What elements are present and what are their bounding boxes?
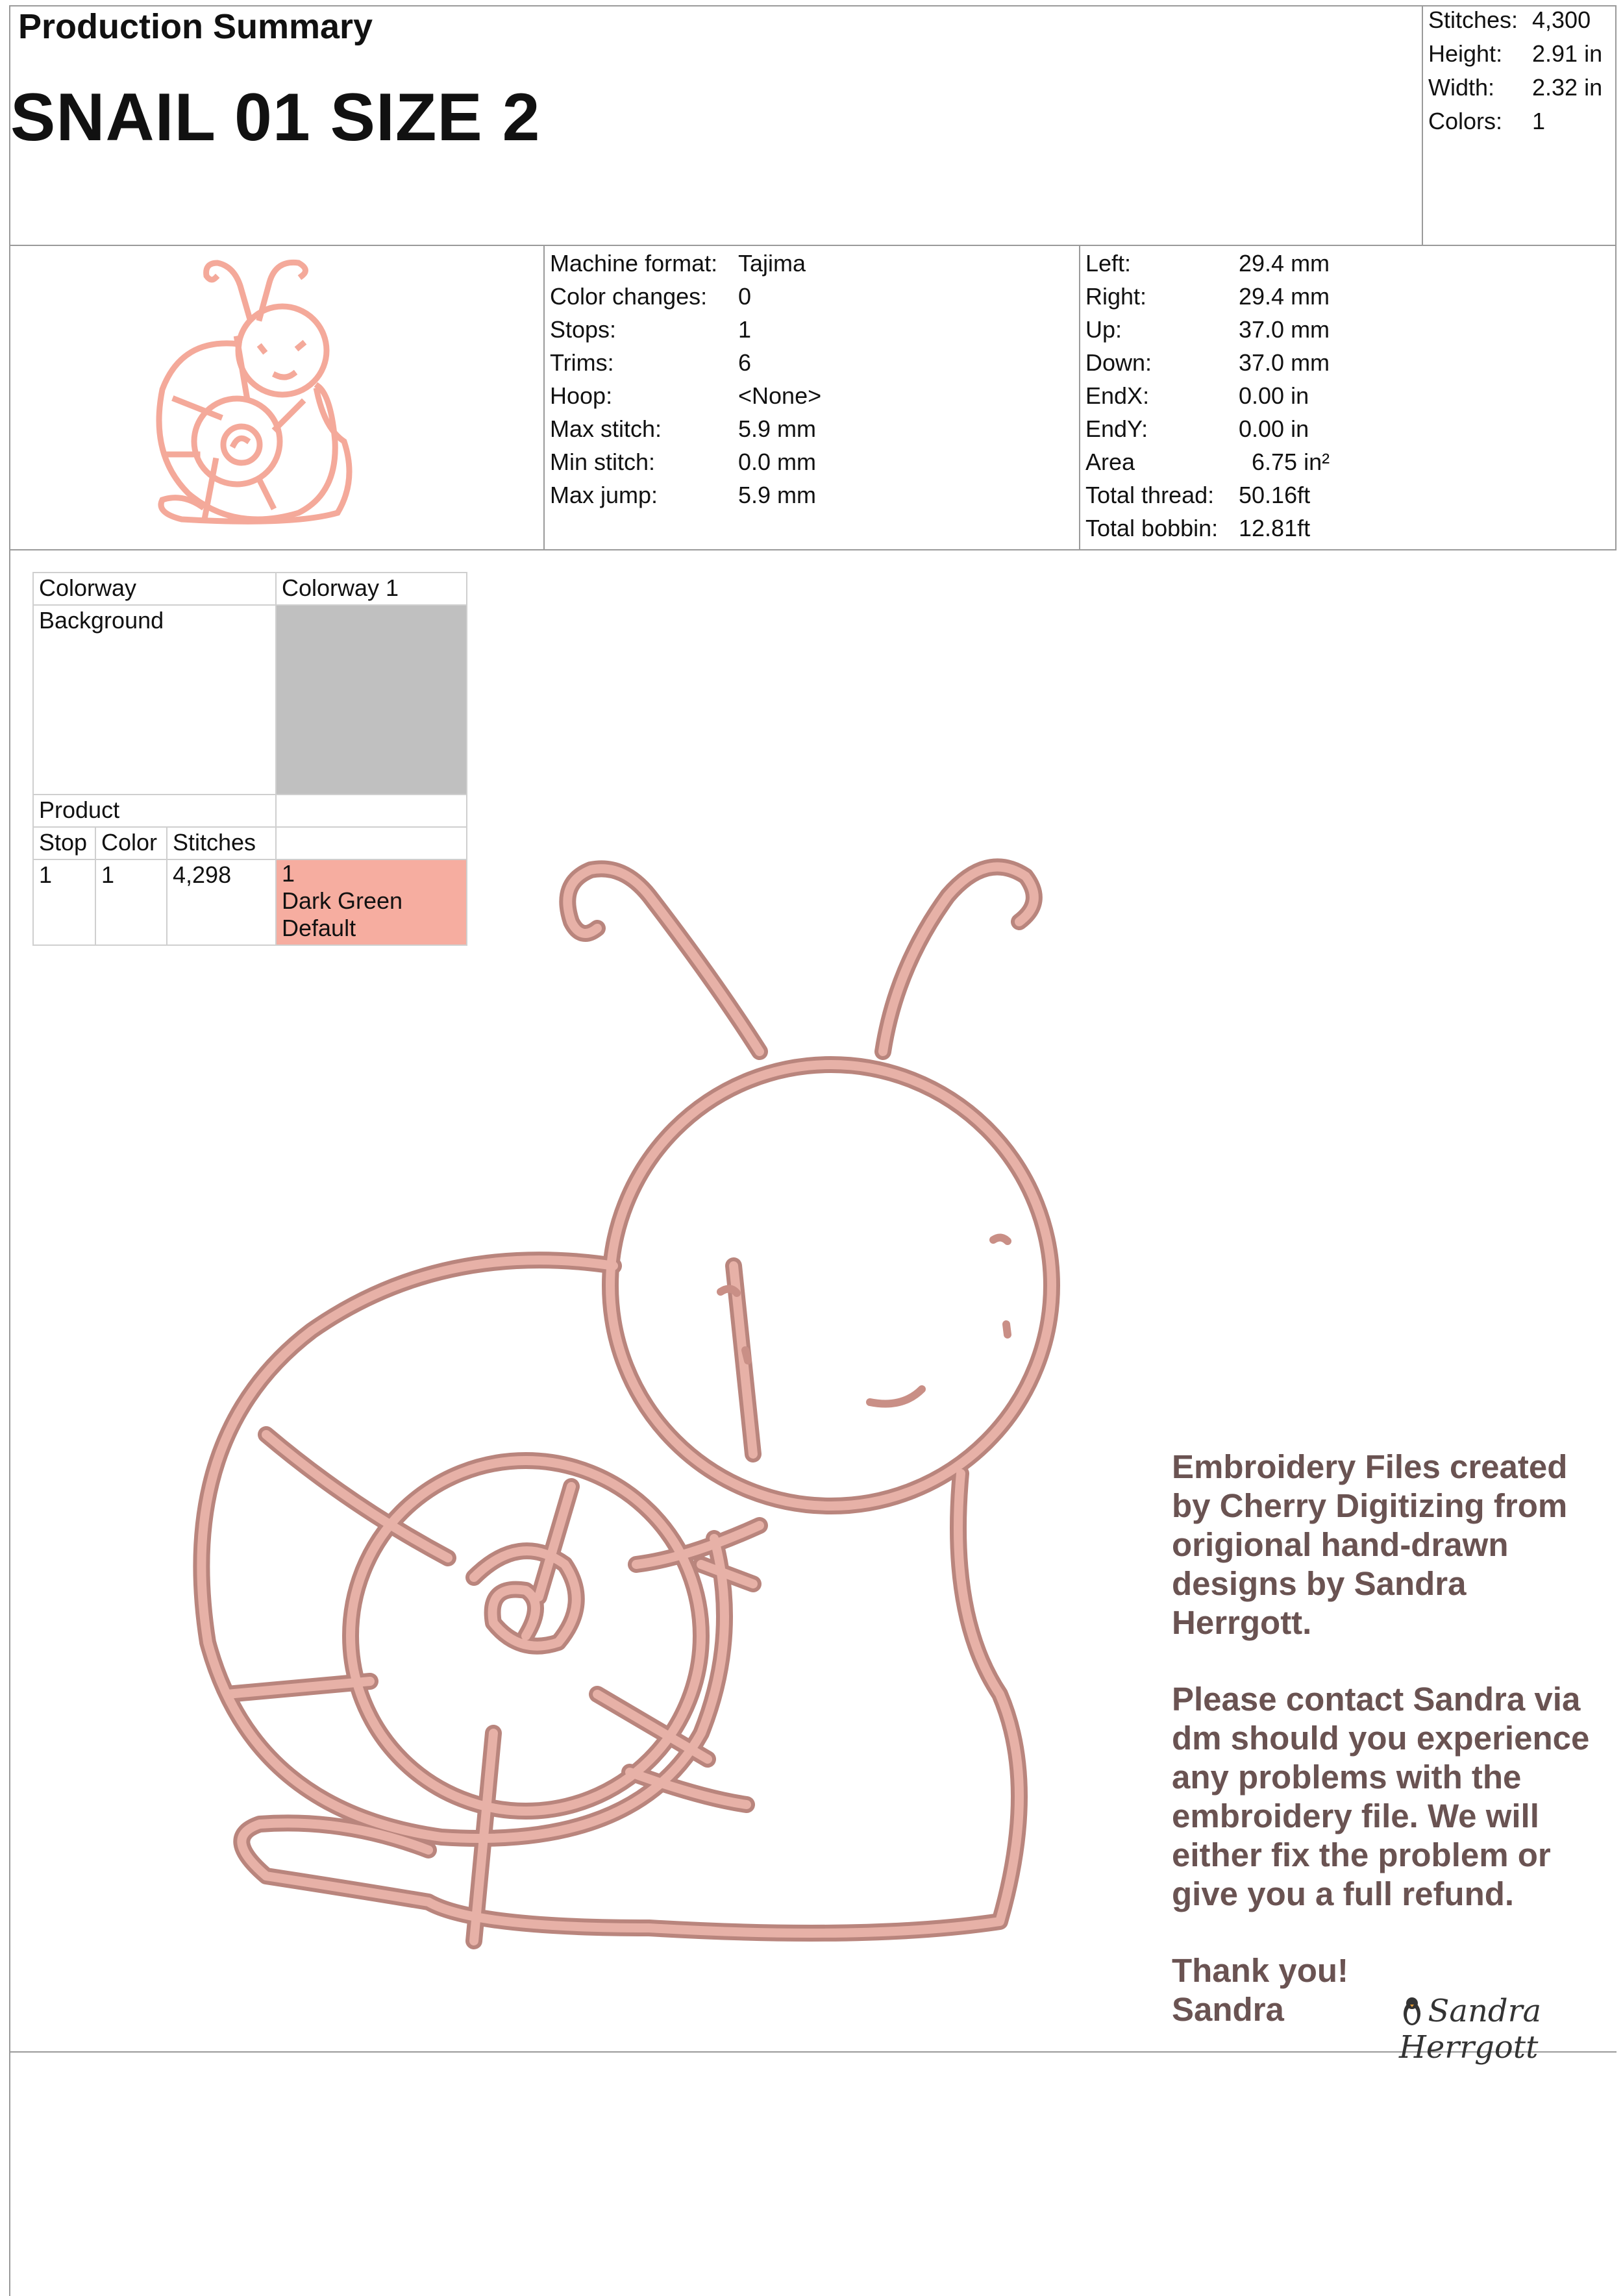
thread-set: Default (282, 915, 356, 941)
machine-info-label: Trims: (550, 349, 614, 376)
machine-info-value: 1 (738, 316, 752, 343)
product-label: Product (33, 795, 276, 827)
machine-info-value: Tajima (738, 250, 806, 277)
color-cell: 1 (95, 859, 167, 945)
summary-label: Width: (1428, 74, 1495, 101)
note-paragraph-credit: Embroidery Files created by Cherry Digitizing from origional hand-drawn designs by Sandra Herrgott. (1172, 1448, 1568, 1641)
summary-label: Colors: (1428, 108, 1503, 134)
extents-value: 0.00 in (1239, 382, 1309, 409)
design-thumbnail (143, 247, 415, 545)
thread-number: 1 (282, 860, 295, 887)
stitch-preview (182, 837, 1117, 1993)
info-bottom-rule (9, 549, 1617, 550)
note-signoff: Sandra (1172, 1991, 1284, 2028)
note-thanks: Thank you! (1172, 1952, 1349, 1989)
design-name: SNAIL 01 SIZE 2 (10, 80, 541, 155)
report-label: Production Summary (18, 7, 373, 46)
machine-info-value: 6 (738, 349, 752, 376)
colorway-header: Colorway (33, 573, 276, 605)
product-cell (276, 795, 467, 827)
note-paragraph-support: Please contact Sandra via dm should you experience any problems with the embroidery file. We will either fix the problem or give you a full refund. (1172, 1681, 1590, 1912)
thread-name: Dark Green (282, 887, 403, 914)
machine-info-label: Machine format: (550, 250, 718, 277)
extents-value: 0.00 in (1239, 415, 1309, 442)
extents-value: 12.81ft (1239, 515, 1311, 541)
summary-label: Stitches: (1428, 6, 1518, 33)
extents-value: 37.0 mm (1239, 349, 1330, 376)
info-right-rule (1615, 245, 1617, 550)
thumb-divider (543, 245, 545, 550)
extents-label: Left: (1085, 250, 1132, 277)
extents-label: Right: (1085, 283, 1147, 310)
info-divider (1079, 245, 1080, 550)
machine-info-label: Color changes: (550, 283, 708, 310)
extents-value: 37.0 mm (1239, 316, 1330, 343)
machine-info-value: 5.9 mm (738, 415, 817, 442)
machine-info-label: Stops: (550, 316, 617, 343)
summary-divider (1422, 5, 1423, 245)
column-header-stitches: Stitches (167, 827, 276, 859)
summary-value: 2.32 in (1532, 74, 1603, 101)
header-bottom-rule (9, 245, 1617, 246)
extents-value: 6.75 in² (1252, 449, 1330, 475)
machine-info-value: 0.0 mm (738, 449, 817, 475)
column-header-color: Color (95, 827, 167, 859)
stop-cell: 1 (33, 859, 95, 945)
summary-label: Height: (1428, 40, 1503, 67)
summary-value: 4,300 (1532, 6, 1591, 33)
machine-info-label: Max stitch: (550, 415, 662, 442)
machine-info-label: Hoop: (550, 382, 613, 409)
extents-label: Down: (1085, 349, 1152, 376)
penguin-icon (1399, 1995, 1425, 2027)
extents-value: 29.4 mm (1239, 250, 1330, 277)
summary-value: 2.91 in (1532, 40, 1603, 67)
page-bottom-rule (9, 2051, 1617, 2053)
column-header-stop: Stop (33, 827, 95, 859)
extents-label: EndY: (1085, 415, 1148, 442)
machine-info-value: <None> (738, 382, 822, 409)
stitches-cell: 4,298 (167, 859, 276, 945)
extents-label: Total thread: (1085, 482, 1215, 508)
background-swatch (276, 605, 467, 795)
header-right-rule (1615, 5, 1617, 245)
machine-info-value: 5.9 mm (738, 482, 817, 508)
machine-info-value: 0 (738, 283, 752, 310)
header-top-rule (9, 5, 1617, 6)
header-left-rule (9, 5, 10, 245)
extents-label: Area (1085, 449, 1135, 475)
info-left-rule (9, 245, 10, 2296)
extents-label: Total bobbin: (1085, 515, 1219, 541)
extents-label: EndX: (1085, 382, 1150, 409)
signature-logo (1399, 1993, 1623, 2066)
extents-value: 50.16ft (1239, 482, 1311, 508)
summary-value: 1 (1532, 108, 1546, 134)
extents-value: 29.4 mm (1239, 283, 1330, 310)
creator-note (1172, 1448, 1600, 2029)
colorway-name: Colorway 1 (276, 573, 467, 605)
machine-info-label: Max jump: (550, 482, 658, 508)
signature-text: Sandra Herrgott (1399, 1993, 1542, 2066)
background-label: Background (33, 605, 276, 795)
machine-info-label: Min stitch: (550, 449, 656, 475)
extents-label: Up: (1085, 316, 1122, 343)
